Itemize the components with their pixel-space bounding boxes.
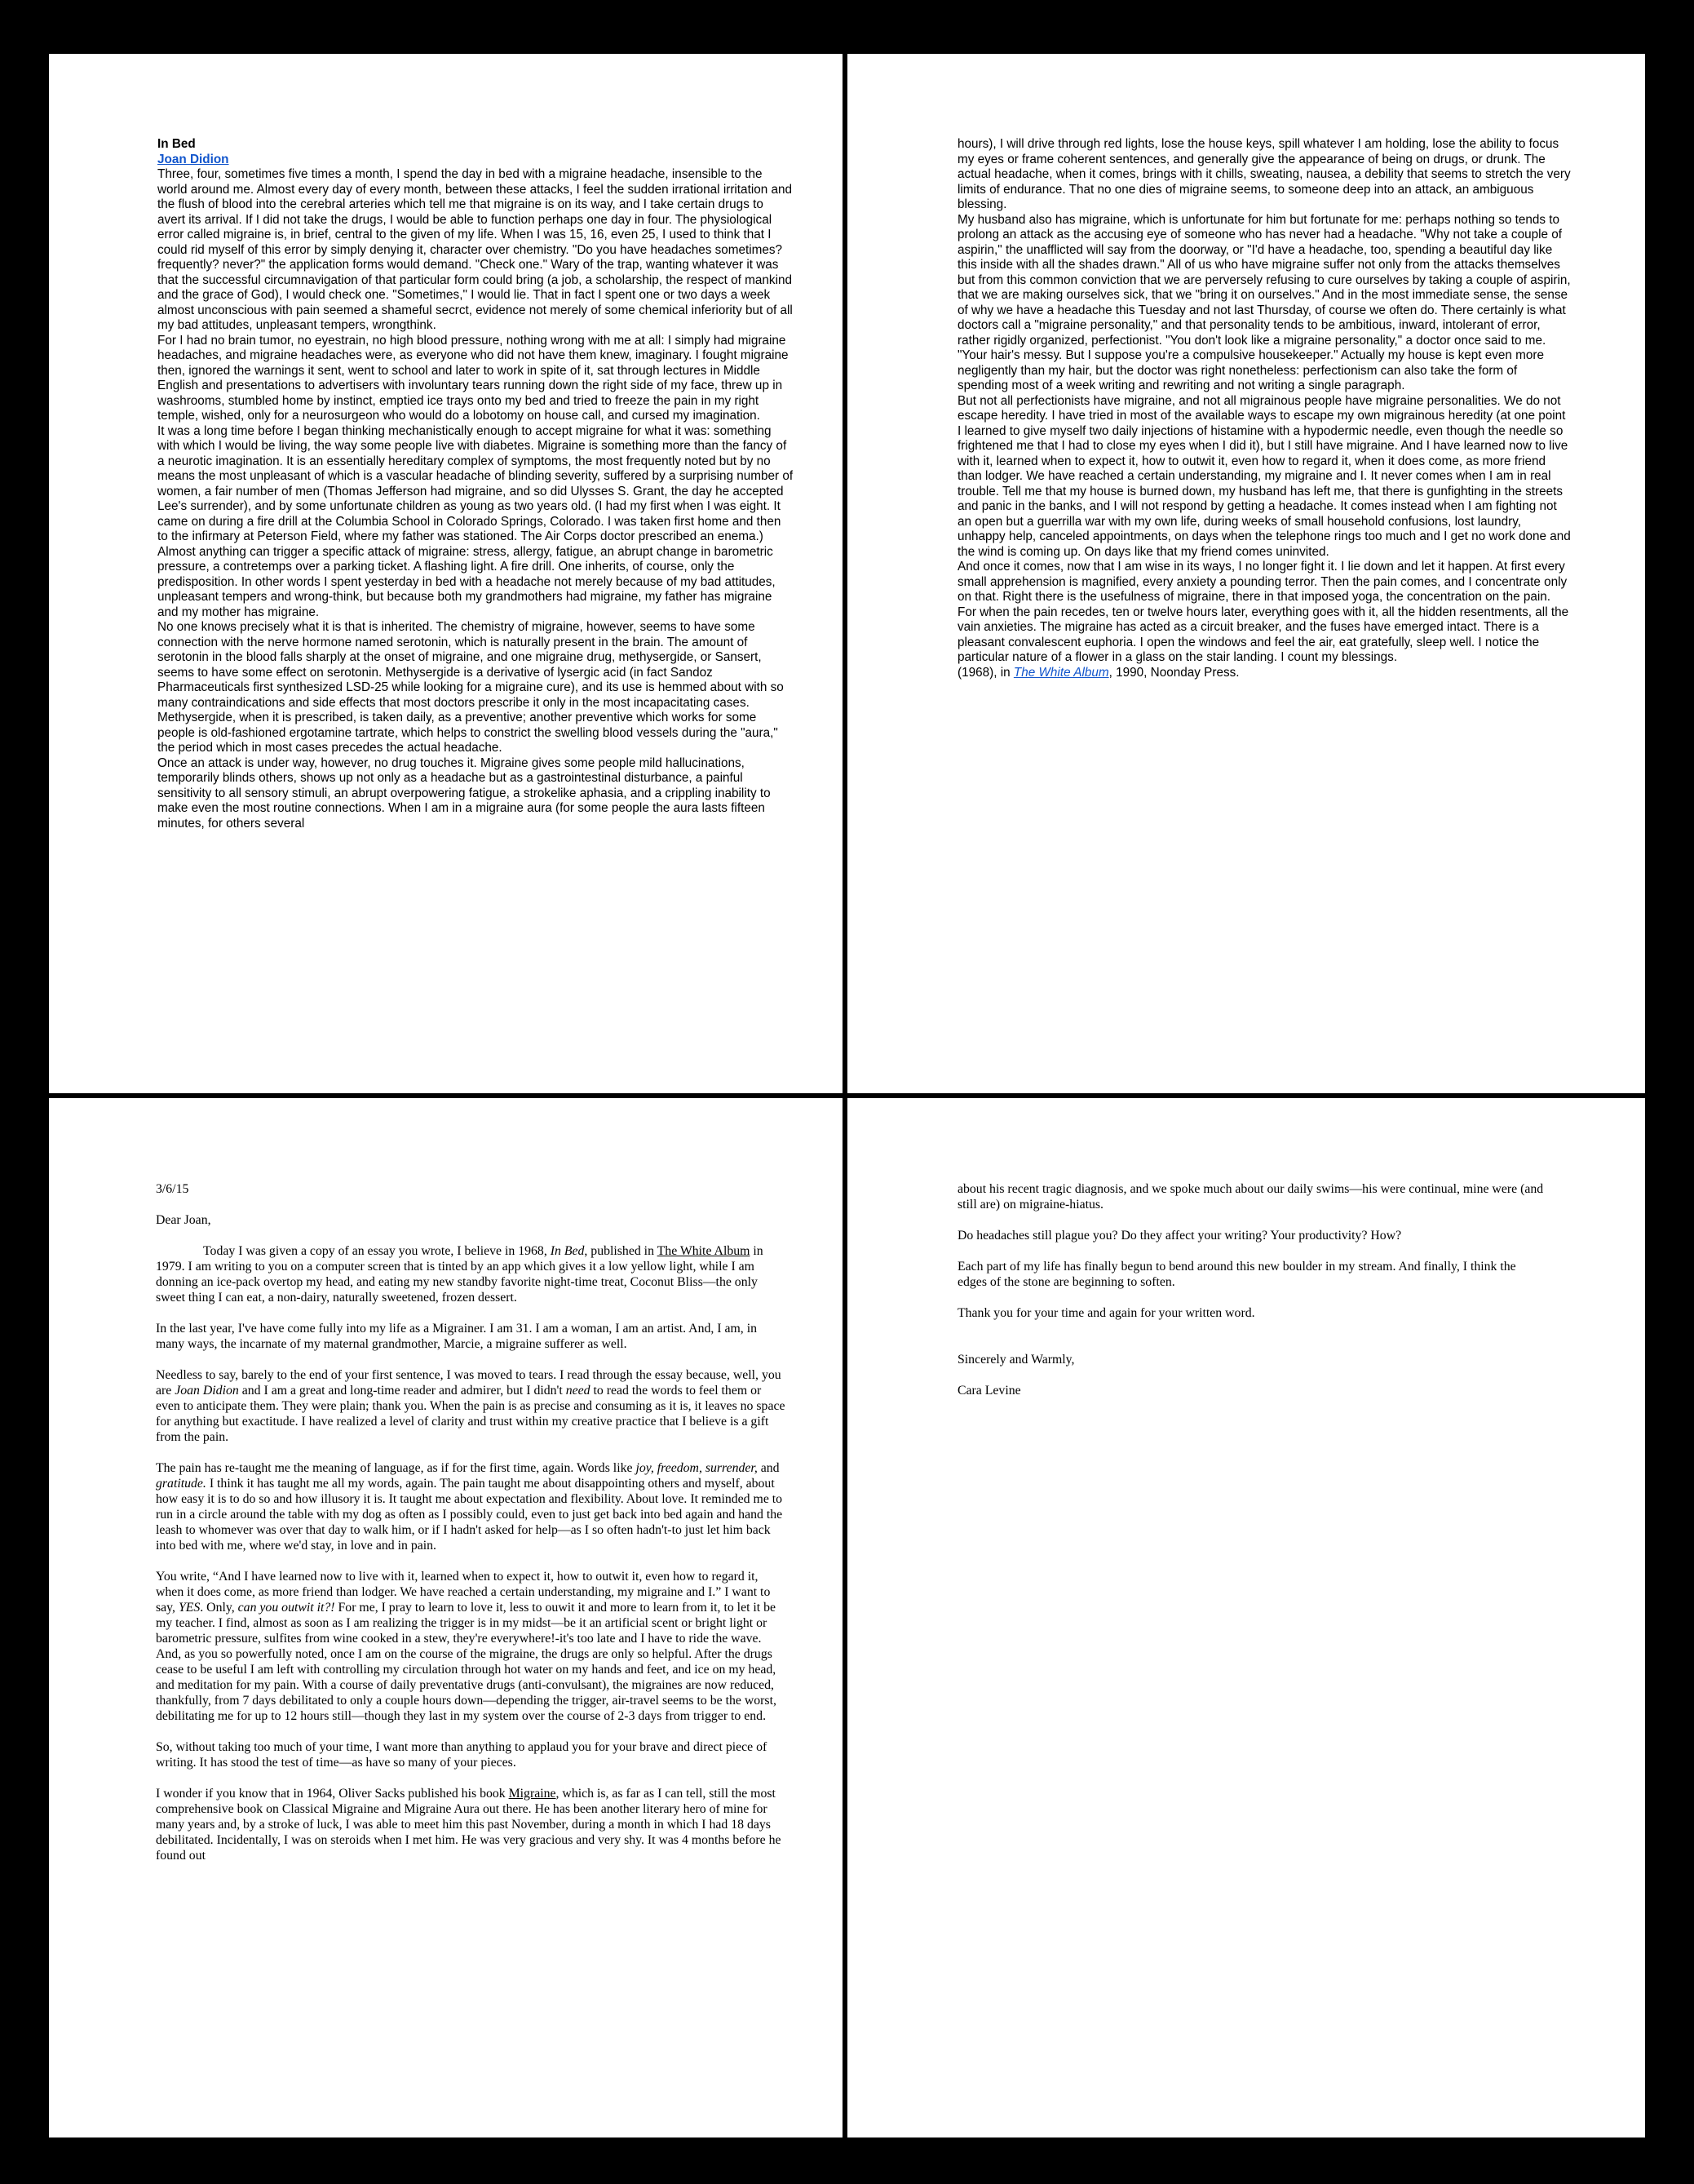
text-run: You write, “And I have learned now to live with it, learned when to expect it, how to outwit it, even how to regard it, when it does come, as more friend than lodger. We have reached a certain understanding, my migraine and I.” I want to say, (156, 1570, 771, 1615)
letter-paragraph (156, 1367, 787, 1445)
letter-date: 3/6/15 (156, 1182, 189, 1196)
italic-title: In Bed (550, 1244, 585, 1258)
italic-words: joy, freedom, surrender, (635, 1461, 758, 1475)
underlined-title: The White Album (657, 1244, 750, 1258)
essay-paragraph: Once an attack is under way, however, no drug touches it. Migraine gives some people mild hallucinations, temporarily blinds others, shows up not only as a headache but as a gastrointestinal disturbance, a painful sensitivity to all sensory stimuli, an abrupt overpowering fatigue, a strokelike aphasia, and a crippling inability to make even the most routine connections. When I am in a migraine aura (for some people the aura lasts fifteen minutes, for others several (157, 755, 771, 831)
letter-paragraph: In the last year, I've have come fully into my life as a Migrainer. I am 31. I am a woman, I am an artist. And, I am, in many ways, the incarnate of my maternal grandmother, Marcie, a migraine sufferer as well. (156, 1322, 757, 1351)
letter-salutation: Dear Joan, (156, 1213, 211, 1227)
text-run: , which is, as far as I can tell, still the most comprehensive book on Classical Migraine and Migraine Aura out there. He has been another literary hero of mine for many years and, by a stroke of luck, I was able to meet him this past November, during a month in which I had 18 days debilitated. Incidentally, I was on steroids when I met him. He was very gracious and very shy. It was 4 months before he found out (156, 1787, 781, 1863)
essay-paragraph: My husband also has migraine, which is unfortunate for him but fortunate for me: perhaps nothing so tends to prolong an attack as the accusing eye of someone who has never had a headache. "Why not take a couple of aspirin," the unafflicted will say from the doorway, or "I'd have a headache, too, spending a beautiful day like this inside with all the shades drawn." All of us who have migraine suffer not only from the attacks themselves but from this common conviction that we are perversely refusing to cure ourselves by taking a couple of aspirin, that we are making ourselves sick, that we "bring it on ourselves." And in the most immediate sense, the sense of why we have a headache this Tuesday and not last Thursday, of course we often do. There certainly is what doctors call a "migraine personality," and that personality tends to be ambitious, inward, intolerant of error, rather rigidly organized, perfectionist. "You don't look like a migraine personality," a doctor once said to me. "Your hair's messy. But I suppose you're a compulsive housekeeper." Actually my house is kept even more negligently than my hair, but the doctor was right nonetheless: perfectionism can also take the form of spending most of a week writing and rewriting and not writing a single paragraph. (958, 212, 1571, 392)
text-run: to read the words to feel them or even to anticipate them. They were plain; thank you. When the pain is as precise and consuming as it is, it leaves no space for anything but exactitude. I have realized a level of clarity and trust within my creative practice that I believe is a gift from the pain. (156, 1384, 785, 1444)
italic-word: gratitude. (156, 1477, 206, 1491)
page-3 (49, 1098, 843, 2137)
essay-paragraph: It was a long time before I began thinking mechanistically enough to accept migraine for what it was: something with which I would be living, the way some people live with diabetes. Migraine is something more than the fancy of a neurotic imagination. It is an essentially hereditary complex of symptoms, the most frequently noted but by no means the most unpleasant of which is a vascular headache of blinding severity, suffered by a surprising number of women, a fair number of men (Thomas Jefferson had migraine, and so did Ulysses S. Grant, the day he accepted Lee's surrender), and by some unfortunate children as young as two years old. (I had my first when I was eight. It came on during a fire drill at the Columbia School in Colorado Springs, Colorado. I was taken first home and then to the infirmary at Peterson Field, where my father was stationed. The Air Corps doctor prescribed an enema.) Almost anything can trigger a specific attack of migraine: stress, allergy, fatigue, an abrupt change in barometric pressure, a contretemps over a parking ticket. A flashing light. A fire drill. One inherits, of course, only the predisposition. In other words I spent yesterday in bed with a headache not merely because of my bad attitudes, unpleasant tempers and wrong-think, but because both my grandmothers had migraine, my father has migraine and my mother has migraine. (157, 423, 794, 619)
letter-paragraph (156, 1460, 787, 1553)
letter-paragraph (156, 1786, 787, 1863)
letter-paragraph: Thank you for your time and again for your written word. (958, 1306, 1255, 1320)
letter-column-1 (156, 1181, 787, 1879)
essay-author-link[interactable]: Joan Didion (157, 152, 229, 166)
letter-paragraph (156, 1243, 787, 1305)
letter-paragraph: So, without taking too much of your time, I want more than anything to applaud you for your brave and direct piece of writing. It has stood the test of time—as have so many of your pieces. (156, 1740, 767, 1770)
essay-title: In Bed (157, 137, 196, 151)
italic-name: Joan Didion (175, 1384, 239, 1398)
text-run: Today I was given a copy of an essay you wrote, I believe in 1968, (203, 1244, 551, 1258)
text-run: in 1979. I am writing to you on a computer screen that is tinted by an app which gives it a low yellow light, while I am donning an ice-pack overtop my head, and eating my new standby favorite night-time treat, Coconut Bliss—the only sweet thing I can eat, a non-dairy, naturally sweetened, frozen dessert. (156, 1244, 763, 1305)
citation-book-link[interactable]: The White Album (1013, 665, 1109, 680)
text-run: I wonder if you know that in 1964, Oliver Sacks published his book (156, 1787, 509, 1801)
page-4 (847, 1098, 1645, 2137)
text-run: Needless to say, barely to the end of your first sentence, I was moved to tears. I read through the essay because, well, you are (156, 1368, 781, 1398)
letter-closing: Sincerely and Warmly, (958, 1353, 1075, 1367)
underlined-title: Migraine (508, 1787, 556, 1801)
letter-paragraph: Each part of my life has finally begun to bend around this new boulder in my stream. And finally, I think the edges of the stone are beginning to soften. (958, 1260, 1516, 1289)
citation-prefix: (1968), in (958, 665, 1014, 680)
text-run: and (757, 1461, 780, 1475)
text-run: The pain has re-taught me the meaning of language, as if for the first time, again. Words like (156, 1461, 636, 1475)
spacer (958, 1336, 1545, 1352)
text-run: . Only, (200, 1601, 238, 1615)
text-run: I think it has taught me all my words, again. The pain taught me about disappointing others and myself, about how easy it is to do so and how illusory it is. It taught me about expectation and flexibility. About love. It reminded me to run in a circle around the table with my dog as often as I possibly could, even to just get back into bed again and hand the leash to whomever was over that day to walk him, or if I hadn't asked for help—as I so often hadn't-to just let him back into bed with me, where we'd stay, in love and in pain. (156, 1477, 783, 1553)
page-1 (49, 54, 843, 1093)
letter-column-2 (958, 1181, 1545, 1414)
italic-word: need (565, 1384, 590, 1398)
italic-word: YES (178, 1601, 201, 1615)
essay-citation (958, 666, 1571, 681)
letter-paragraph (156, 1569, 787, 1724)
letter-paragraph: Do headaches still plague you? Do they affect your writing? Your productivity? How? (958, 1229, 1402, 1243)
text-run: For me, I pray to learn to love it, less to ouwit it and more to learn from it, to let it be my teacher. I find, almost as soon as I am realizing the trigger is in my midst—be it an artificial scent or bright light or barometric pressure, sulfites from wine cooked in a stew, they're everywhere!-it's too late and I have to ride the wave. And, as you so powerfully noted, once I am on the course of the migraine, the drugs are only so helpful. After the drugs cease to be useful I am left with controlling my circulation through hot water on my hands and feet, and ice on my head, and meditation for my pain. With a course of daily preventative drugs (anti-convulsant), the migraines are now reduced, thankfully, from 7 days debilitated to only a couple hours down—depending the trigger, air-travel seems to be the worst, debilitating me for up to 12 hours still—though they last in my system over the course of 2-3 days from trigger to end. (156, 1601, 776, 1723)
citation-suffix: , 1990, Noonday Press. (1108, 665, 1240, 680)
essay-paragraph: hours), I will drive through red lights, lose the house keys, spill whatever I am holding, lose the ability to focus my eyes or frame coherent sentences, and generally give the appearance of being on drugs, or drunk. The actual headache, when it comes, brings with it chills, sweating, nausea, a debility that seems to stretch the very limits of endurance. That no one dies of migraine seems, to someone deep into an attack, an ambiguous blessing. (958, 137, 1571, 211)
essay-paragraph: Three, four, sometimes five times a month, I spend the day in bed with a migraine headache, insensible to the world around me. Almost every day of every month, between these attacks, I feel the sudden irrational irritation and the flush of blood into the cerebral arteries which tell me that migraine is on its way, and I take certain drugs to avert its arrival. If I did not take the drugs, I would be able to function perhaps one day in four. The physiological error called migraine is, in brief, central to the given of my life. When I was 15, 16, even 25, I used to think that I could rid myself of this error by simply denying it, character over chemistry. "Do you have headaches sometimes? frequently? never?" the application forms would demand. "Check one." Wary of the trap, wanting whatever it was that the successful circumnavigation of that particular form could bring (a job, a scholarship, the respect of mankind and the grace of God), I would check one. "Sometimes," I would lie. That in fact I spent one or two days a week almost unconscious with pain seemed a shameful secrct, evidence not merely of some chemical inferiority but of all my bad attitudes, unpleasant tempers, wrongthink. (157, 167, 793, 332)
letter-signature: Cara Levine (958, 1384, 1021, 1398)
text-run: and I am a great and long-time reader and admirer, but I didn't (238, 1384, 566, 1398)
essay-column-2 (958, 137, 1571, 680)
page-2 (847, 54, 1645, 1093)
text-run: , published in (584, 1244, 657, 1258)
essay-paragraph: And once it comes, now that I am wise in its ways, I no longer fight it. I lie down and let it happen. At first every small apprehension is magnified, every anxiety a pounding terror. Then the pain comes, and I concentrate only on that. Right there is the usefulness of migraine, there in that imposed yoga, the concentration on the pain. For when the pain recedes, ten or twelve hours later, everything goes with it, all the hidden resentments, all the vain anxieties. The migraine has acted as a circuit breaker, and the fuses have emerged intact. There is a pleasant convalescent euphoria. I open the windows and feel the air, eat gratefully, sleep well. I notice the particular nature of a flower in a glass on the stair landing. I count my blessings. (958, 560, 1569, 664)
italic-phrase: can you outwit it?! (237, 1601, 335, 1615)
essay-column-1 (157, 137, 794, 831)
essay-paragraph: But not all perfectionists have migraine, and not all migrainous people have migraine personalities. We do not escape heredity. I have tried in most of the available ways to escape my own migrainous heredity (at one point I learned to give myself two daily injections of histamine with a hypodermic needle, even though the needle so frightened me that I had to close my eyes when I did it), but I still have migraine. And I have learned now to live with it, learned when to expect it, how to outwit it, even how to regard it, when it does come, as more friend than lodger. We have reached a certain understanding, my migraine and I. It never comes when I am in real trouble. Tell me that my house is burned down, my husband has left me, that there is gunfighting in the streets and panic in the banks, and I will not respond by getting a headache. It comes instead when I am fighting not an open but a guerrilla war with my own life, during weeks of small household confusions, lost laundry, unhappy help, canceled appointments, on days when the telephone rings too much and I get no work done and the wind is coming up. On days like that my friend comes uninvited. (958, 393, 1571, 559)
letter-paragraph: about his recent tragic diagnosis, and we spoke much about our daily swims—his were continual, mine were (and still are) on migraine-hiatus. (958, 1182, 1544, 1212)
essay-paragraph: No one knows precisely what it is that is inherited. The chemistry of migraine, however, seems to have some connection with the nerve hormone named serotonin, which is naturally present in the brain. The amount of serotonin in the blood falls sharply at the onset of migraine, and one migraine drug, methysergide, or Sansert, seems to have some effect on serotonin. Methysergide is a derivative of lysergic acid (in fact Sandoz Pharmaceuticals first synthesized LSD-25 while looking for a migraine cure), and its use is hemmed about with so many contraindications and side effects that most doctors prescribe it only in the most incapacitating cases. Methysergide, when it is prescribed, is taken daily, as a preventive; another preventive which works for some people is old-fashioned ergotamine tartrate, which helps to constrict the swelling blood vessels during the "aura," the period which in most cases precedes the actual headache. (157, 620, 784, 755)
essay-paragraph: For I had no brain tumor, no eyestrain, no high blood pressure, nothing wrong with me at all: I simply had migraine headaches, and migraine headaches were, as everyone who did not have them knew, imaginary. I fought migraine then, ignored the warnings it sent, went to school and later to work in spite of it, sat through lectures in Middle English and presentations to advertisers with involuntary tears running down the right side of my face, threw up in washrooms, stumbled home by instinct, emptied ice trays onto my bed and tried to freeze the pain in my right temple, wished, only for a neurosurgeon who would do a lobotomy on house call, and cursed my imagination. (157, 333, 789, 423)
